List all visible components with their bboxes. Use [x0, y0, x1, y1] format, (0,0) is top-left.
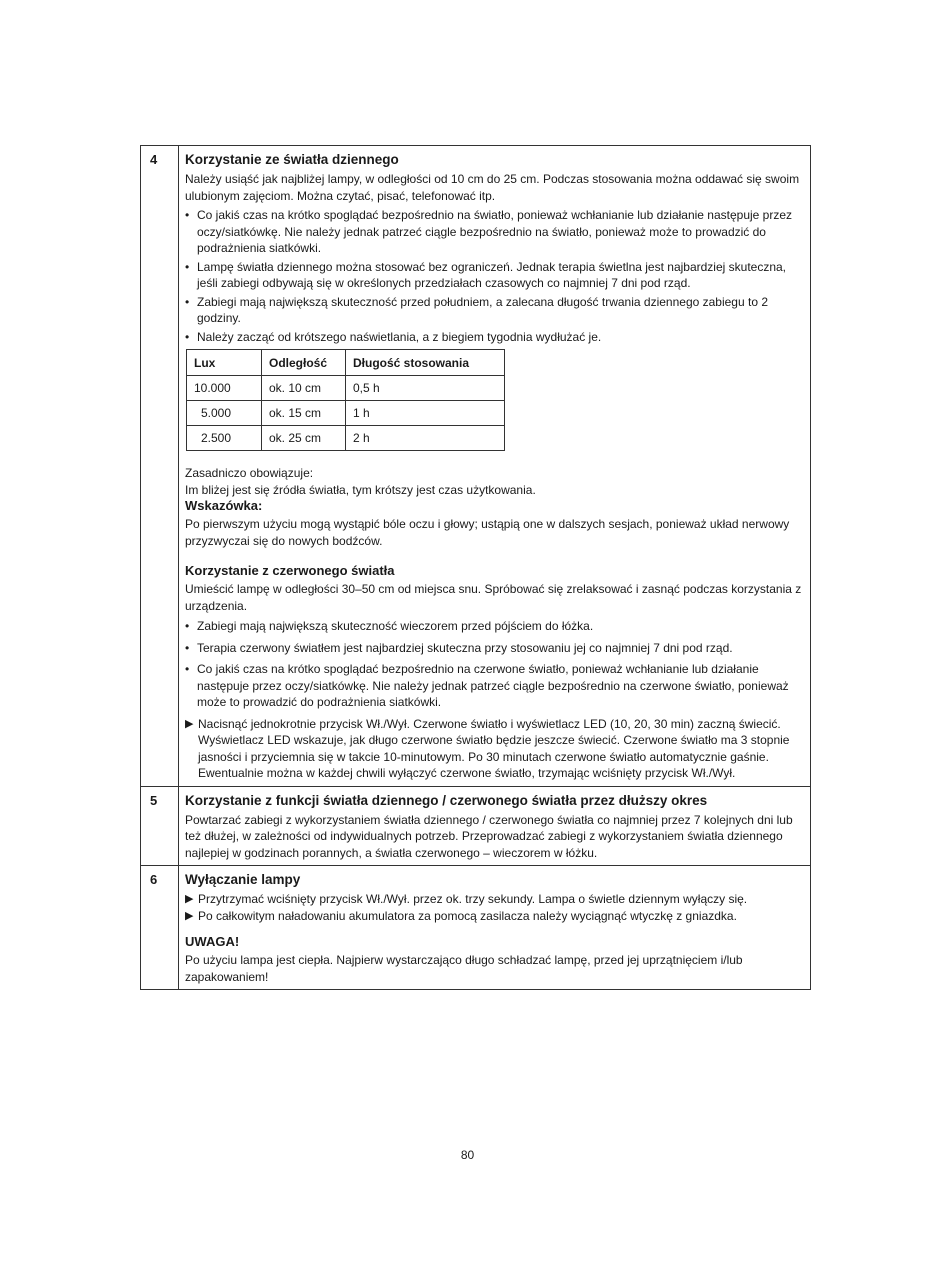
section-row	[141, 866, 811, 990]
section-row	[141, 146, 811, 787]
list-item: • Co jakiś czas na krótko spoglądać bezpośrednio na światło, ponieważ wchłanianie lub działanie następuje przez oczy/siatkówkę. Nie należy jednak patrzeć ciągle bezpośrednio na światło, ponieważ może to prowadzić do podrażnienia siatkówki.	[185, 208, 793, 255]
bullet-icon: •	[185, 294, 190, 309]
play-arrow-icon: ▶	[185, 893, 194, 905]
list-item: • Zabiegi mają największą skuteczność wieczorem przed pójściem do łóżka.	[185, 619, 594, 633]
section-number: 4	[141, 146, 179, 787]
play-arrow-icon: ▶	[185, 717, 194, 730]
table-header-row	[187, 350, 505, 376]
section-content	[179, 866, 811, 990]
table-cell: 1 h	[346, 401, 505, 426]
list-item: • Terapia czerwony światłem jest najbardziej skuteczna przy stosowaniu jej co najmniej 7 dni pod rząd.	[185, 640, 733, 655]
bullet-icon: •	[185, 640, 190, 655]
table-cell: ok. 10 cm	[262, 376, 346, 401]
hint-title: Wskazówka:	[185, 498, 263, 513]
column-header: Lux	[187, 350, 262, 376]
list-item: • Co jakiś czas na krótko spoglądać bezpośrednio na czerwone światło, ponieważ wchłanianie lub działanie następuje przez oczy/siatkówkę. Nie należy jednak patrzeć ciągle bezpośrednio na czerwone światło, ponieważ może to prowadzić do podrażnienia siatkówki.	[185, 662, 789, 709]
page-number: 80	[460, 1148, 475, 1162]
table-cell: ok. 15 cm	[262, 401, 346, 426]
hint-text: Po pierwszym użyciu mogą wystąpić bóle oczu i głowy; ustąpią one w dalszych sesjach, ponieważ układ nerwowy przyzwyczai się do nowych bodźców.	[185, 517, 790, 548]
red-bullet-list	[185, 618, 803, 711]
table-cell: ok. 25 cm	[262, 426, 346, 451]
list-item: ▶ Przytrzymać wciśnięty przycisk Wł./Wył. przez ok. trzy sekundy. Lampa o świetle dziennym wyłączy się.	[185, 892, 748, 906]
section-title: Korzystanie z funkcji światła dziennego / czerwonego światła przez dłuższy okres	[185, 792, 708, 808]
list-item: ▶ Nacisnąć jednokrotnie przycisk Wł./Wył. Czerwone światło i wyświetlacz LED (10, 20, 30 min) zaczną świecić. Wyświetlacz LED wskazuje, jak długo czerwone światło będzie jeszcze świecić. Czerwone światło ma 3 stopnie jasności i przyciemnia się w takcie 10-minutowym. Po 30 minutach czerwone światło automatycznie gaśnie. Ewentualnie można w każdej chwili wyłączyć czerwone światło, trzymając wciśnięty przycisk Wł./Wył.	[185, 716, 790, 780]
warning-title: UWAGA!	[185, 934, 240, 949]
red-light-intro: Umieścić lampę w odległości 30–50 cm od miejsca snu. Spróbować się zrelaksować i zasnąć podczas korzystania z urządzenia.	[185, 582, 802, 613]
lux-table	[186, 349, 505, 451]
section-title: Korzystanie ze światła dziennego	[185, 152, 399, 167]
table-cell: 2 h	[346, 426, 505, 451]
table-cell: 0,5 h	[346, 376, 505, 401]
bullet-icon: •	[185, 329, 190, 344]
column-header: Odległość	[262, 350, 346, 376]
table-row	[187, 426, 505, 451]
table-cell: 2.500	[187, 426, 262, 451]
principle-text: Im bliżej jest się źródła światła, tym krótszy jest czas użytkowania.	[185, 482, 536, 497]
section-intro: Należy usiąść jak najbliżej lampy, w odległości od 10 cm do 25 cm. Podczas stosowania można oddawać się swoim ulubionym zajęciom. Można czytać, pisać, telefonować itp.	[185, 172, 800, 203]
table-row	[187, 401, 505, 426]
table-cell: 10.000	[187, 376, 262, 401]
bullet-icon: •	[185, 259, 190, 274]
list-item: ▶ Po całkowitym naładowaniu akumulatora za pomocą zasilacza należy wyciągnąć wtyczkę z gniazdka.	[185, 908, 737, 923]
section-content	[179, 786, 811, 866]
section-content	[179, 146, 811, 787]
list-item: • Należy zacząć od krótszego naświetlania, a z biegiem tygodnia wydłużać je.	[185, 329, 602, 344]
red-light-title: Korzystanie z czerwonego światła	[185, 563, 395, 578]
bullet-icon: •	[185, 662, 190, 676]
bullet-list	[185, 207, 803, 345]
action-list	[185, 891, 803, 924]
bullet-icon: •	[185, 619, 190, 633]
list-item: • Zabiegi mają największą skuteczność przed południem, a zalecana długość trwania dziennego zabiegu to 2 godziny.	[185, 294, 769, 325]
instructions-table	[140, 145, 811, 990]
principle-label: Zasadniczo obowiązuje:	[185, 466, 314, 480]
section-number: 5	[141, 786, 179, 866]
table-row	[187, 376, 505, 401]
section-row	[141, 786, 811, 866]
column-header: Długość stosowania	[346, 350, 505, 376]
section-title: Wyłączanie lampy	[185, 872, 301, 887]
section-number: 6	[141, 866, 179, 990]
warning-text: Po użyciu lampa jest ciepła. Najpierw wystarczająco długo schładzać lampę, przed jej uprzątnięciem i/lub zapakowaniem!	[185, 953, 743, 984]
list-item: • Lampę światła dziennego można stosować bez ograniczeń. Jednak terapia świetlna jest najbardziej skuteczna, jeśli zabiegi odbywają się w określonych przedziałach czasowych co najmniej 7 dni pod rząd.	[185, 259, 787, 290]
table-cell: 5.000	[187, 401, 262, 426]
bullet-icon: •	[185, 208, 190, 222]
section-text: Powtarzać zabiegi z wykorzystaniem światła dziennego / czerwonego światła co najmniej przez 7 kolejnych dni lub też dłużej, w zależności od indywidualnych potrzeb. Przeprowadzać zabiegi z wykorzystaniem światła dziennego najlepiej w godzinach porannych, a światła czerwonego – wieczorem w łóżku.	[185, 812, 793, 860]
action-list	[185, 716, 803, 782]
play-arrow-icon: ▶	[185, 909, 194, 922]
